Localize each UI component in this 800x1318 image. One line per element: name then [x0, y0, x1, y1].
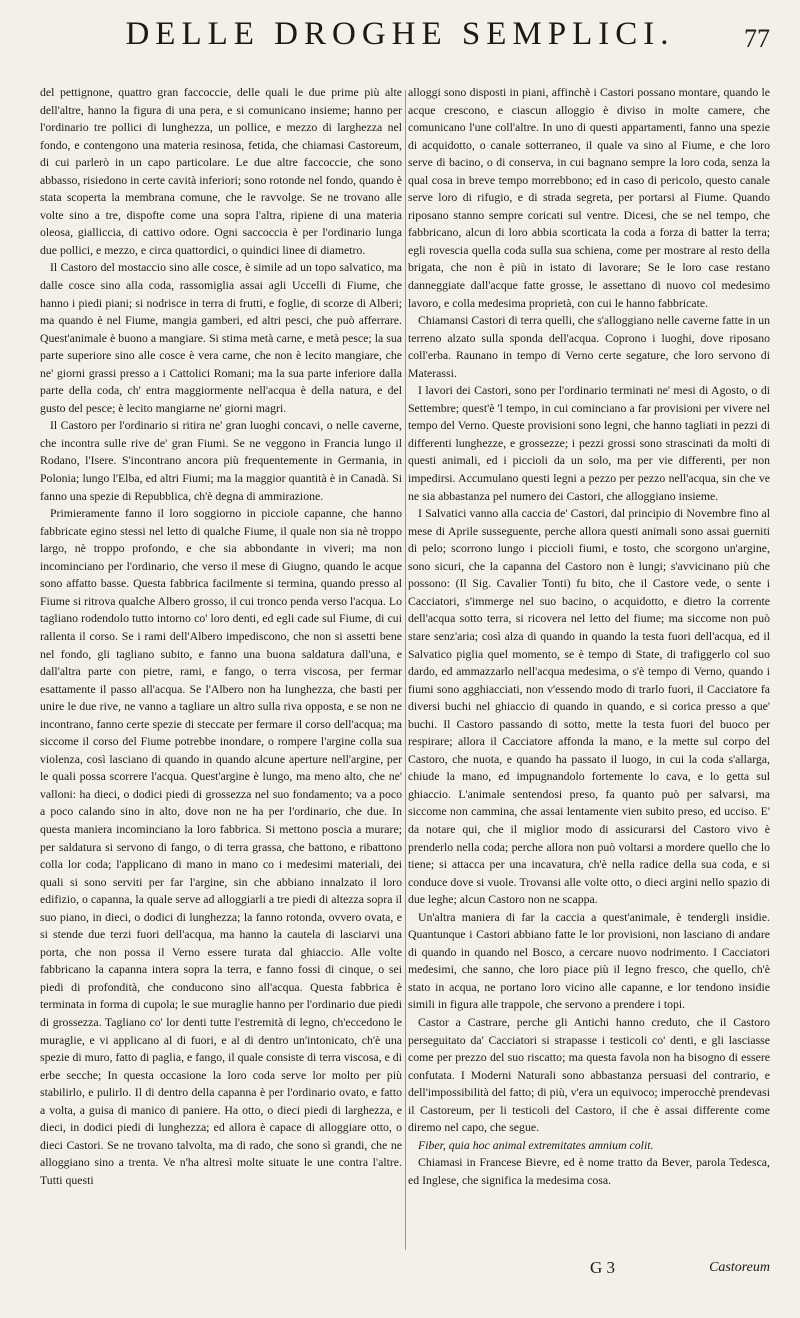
left-paragraph-1: del pettignone, quattro gran faccoccie, delle quali le due prime più alte dell'altre, hanno la figura di una pera, e si comunicano insieme; hanno per l'ordinario tre pollici di lunghezza, un pollice, e mezzo di larghezza nel fondo, e contengono una materia resinosa, fetida, che chiamasi Castoreum, di cui parlerò in un capo particolare. Le due altre faccoccie, che sono abbasso, risiedono in certe cavità inferiori; sono rotonde nel fondo, quando è stata scoperta la membrana comune, che le ravvolge. Se ne trovano alle volte sino a tre, dispofte come una sopra l'altra, ripiene di una materia oleosa, gialliccia, di cattivo odore. Ogni saccoccia è per l'ordinario lunga due pollici, e mezzo, e circa quattordici, o quindici linee di diametro.	[40, 85, 402, 257]
signature-mark: G 3	[590, 1258, 616, 1277]
column-divider	[405, 90, 406, 1250]
left-paragraph-2: Il Castoro del mostaccio sino alle cosce, è simile ad un topo salvatico, ma dalle cosce sino alla coda, rassomiglia assai agli Uccelli di Fiume, che hanno i piedi piani; si nodrisce in terra di frutti, e foglie, di scorze di Alberi; ma quando è nel Fiume, mangia gamberi, ed altri pesci, che può afferrare. Quest'animale è buono a mangiare. Si stima metà carne, e metà pesce; la sua parte superiore sino alle cosce è vera carne, che non è lecito mangiare, che ne' giorni grassi presso a i Cattolici Romani; ma la sua parte inferiore dalla parte della coda, ch' entra maggiormente nell'acqua è della natura, e del gusto del pesce; è lecito mangiarne ne' giorni magri.	[40, 260, 402, 415]
left-paragraph-4: Primieramente fanno il loro soggiorno in picciole capanne, che hanno fabbricate egino stessi nel letto di qualche Fiume, il quale non sia nè troppo largo, nè troppo profondo, e che sia abbondante in viveri; ma non incominciano per l'ordinario, che verso il mese di Giugno, quando le acque sono affatto basse. Questa fabbrica facilmente si termina, quando presso al Fiume si ritrova qualche Albero grosso, il cui tronco penda verso l'acqua. Lo tagliano rodendolo tutto intorno co' loro denti, ed egli cade sul Fiume, di cui rallenta il corso. Se i rami dell'Albero impediscono, che non si assetti bene nel fondo, gli tagliano subito, e fanno una buona saldatura dall'una, e dall'altra parte con pietre, rami, e fango, o terra viscosa, per fermar esattamente il passo all'acqua. Se l'Albero non ha lunghezza, che basti per unire le due rive, ne vanno a tagliare un altro sulla riva opposta, e se non ne incontrano, fanno certe spezie di steccate per fermare il corso dell'acqua; ma siccome il corso del Fiume potrebbe inondare, o rompere l'argine colla sua violenza, così lasciano di quando in quando alcune aperture nell'argine, per le quali possa scorrere l'acqua. Quest'argine è lungo, ma meno alto, che ne' valloni: ha dieci, o dodici piedi di grossezza nel suo fondamento; va a poco a poco calando sino in alto, dove non ne ha per l'ordinario, che due. In questa maniera incominciano la loro fabbrica. Si mettono poscia a murare; per saldatura si servono di fango, o di terra grassa, che battono, e ribattono colla lor coda; l'applicano di mano in mano co i medesimi materiali, dei quali si sono serviti per far l'argine, sin che abbiano innalzato il loro edifizio, o capanna, la quale serve ad alloggiarli a tre piedi di altezza sopra il suo piano, in dieci, o dodici di lunghezza; la fanno rotonda, ovvero ovata, e si stende due terzi fuori dell'acqua, ma hanno la cautela di lasciarvi una porta, che non possa il Verno essere turata dal ghiaccio. Alle volte fabbricano la capanna intera sopra la terra, e fanno fossi di cinque, o sei piedi di profondità, che conducono sino all'acqua. Questa fabbrica è terminata in forma di cupola; le sue muraglie hanno per l'ordinario due piedi di grossezza. Tagliano co' lor denti tutte l'estremità di legno, ch'eccedono le muraglie, e vi applicano al di fuori, e al di dentro un'intonicato, ch'è una spezie di muro, fatto di paglia, e fango, il quale consiste di terra viscosa, e di erbe secche; In questa occasione la loro coda serve lor molto per più stabilirlo, e pulirlo. Il di dentro della capanna è per l'ordinario ovato, e fatto a volta, a guisa di manico di paniere. Ha otto, o dieci piedi di larghezza, e dieci, in dodici piedi di lunghezza; ed allora è capace di alloggiare otto, o dieci Castori. Se ne trovano talvolta, ma di rado, che sono sì grandi, che ne alloggiano sino a trenta. Ve n'ha altresì molte situate le une contra l'altre. Tutti questi	[40, 506, 402, 1187]
right-column	[408, 84, 770, 1262]
page-number: 77	[744, 24, 770, 53]
right-paragraph-1: alloggi sono disposti in piani, affinchè i Castori possano montare, quando le acque crescono, e ciascun alloggio è diviso in molte camere, che comunicano l'une coll'altre. In uno di questi appartamenti, fanno una spezie di acquidotto, o canale sotterraneo, il quale va sino al Fiume, e che loro serve di bacino, o di conserva, in cui bagnano sempre la loro coda, senza la qual cosa in breve tempo morrebbono; ed in caso di pericolo, questo canale serve loro di rifugio, e di strada segreta, per portarsi al Fiume. Quando riposano stanno sempre coricati sul ventre. Dicesi, che se nel tempo, che fabbricano, alcun di loro abbia scorticata la coda a forza di batter la terra; egli rovescia quella coda sulla sua schiena, come per mostrare al resto della brigata, che non è più in istato di lavorare; Se le loro case restano danneggiate dall'acque fatte grosse, le assettano di nuovo col medesimo lavoro, e colla medesima proprietà, con cui le hanno fabbricate.	[408, 85, 770, 310]
running-head: DELLE DROGHE SEMPLICI.	[125, 16, 675, 52]
right-paragraph-4: I Salvatici vanno alla caccia de' Castori, dal principio di Novembre fino al mese di Aprile susseguente, perche allora questi animali sono assai guerniti di pelo; scorrono lungo i piccioli fiumi, e tosto, che scorgono un'argine, sono sicuri, che la capanna del Castoro non è lungi; s'avvicinano più che possono: (Il Sig. Cavalier Tonti) fu bito, che il Castore vede, o sente i Cacciatori, s'immerge nel suo bacino, o acquidotto, e dietro la corrente dell'acqua sotto terra, si ricovera nel letto del fiume; ma siccome non può stare senz'aria; così alza di quando in quando la testa fuori dell'acqua, ed il Salvatico piglia quel momento, se è tempo di State, di trafiggerlo col suo dardo, ed ammazzarlo nell'acqua medesima, o s'è tempo di Verno, quando i fiumi sono agghiacciati, non v'essendo modo di trarlo fuori, il Cacciatore fa diversi buchi nel ghiaccio di quando in quando, e si corica presso a que' buchi. Il Castoro passando di sotto, mette la testa fuori del buoco per respirare; allora il Cacciatore affonda la mano, e la mette sul corpo del Castoro, che nuota, e quando ha passato il luogo, in cui la coda s'allarga, chiude la mano, ed impugnandolo fortemente lo cava, e lo getta sul ghiaccio. L'animale sentendosi preso, fa quanto può per salvarsi, ma siccome non cammina, che assai lentamente vien subito preso, ed ucciso. E' da notare qui, che il miglior modo di assicurarsi del Castoro vivo è prenderlo nella coda; perche allora non può voltarsi a mordere quello che lo tiene; si attacca per una incavatura, ch'è nella radice della sua coda, e si conduce dove si vuole. Trovansi alle volte otto, o dieci argini nello spazio di due leghe; alcun Castoro non ne scappa.	[408, 506, 770, 907]
right-paragraph-5: Un'altra maniera di far la caccia a quest'animale, è tendergli insidie. Quantunque i Castori abbiano fatte le lor provisioni, non lasciano di andare di quando in quando nel Bosco, a cercare nuovo nodrimento. I Cacciatori medesimi, che sanno, che loro piace più il legno fresco, che quello, ch'è stato in acqua, ne portano loro vicino alle capanne, e lor tendono insidie simili in figura alle trappole, che servono a prendere i topi.	[408, 909, 770, 1012]
page-footer	[40, 1258, 770, 1298]
left-column	[40, 84, 402, 1262]
right-paragraph-3: I lavori dei Castori, sono per l'ordinario terminati ne' mesi di Agosto, o di Settembre; quest'è 'l tempo, in cui cominciano a far provisioni per vivere nel tempo del Verno. Queste provisioni sono legni, che hanno tagliati in pezzi di differenti lunghezze, e grossezze; i pezzi grossi sono strascinati da molti di questi animali, ed i piccioli da un solo, ma per vie differenti, per non impedirsi. Accumulano questi legni a pezzo per pezzo nell'acqua, sin che ve ne sia abbastanza pel numero dei Castori, che alloggiano insieme.	[408, 383, 770, 503]
right-paragraph-2: Chiamansi Castori di terra quelli, che s'alloggiano nelle caverne fatte in un terreno alzato sulla sponda dell'acqua. Coprono i luoghi, dove riposano coll'erba. Raunano in tempo di Verno certe segature, che loro servono di Materassi.	[408, 313, 770, 380]
left-paragraph-3: Il Castoro per l'ordinario si ritira ne' gran luoghi concavi, o nelle caverne, che incontra sulle rive de' gran Fiumi. Se ne veggono in Francia lungo il Rodano, l'Isere. S'incontrano ancora più frequentemente in Germania, in Polonia; lungo l'Elba, ed altri Fiumi; ma la maggior quantità è in Canadà. Si fanno una spezie di Repubblica, ch'è degna di ammirazione.	[40, 418, 402, 503]
right-paragraph-6: Castor a Castrare, perche gli Antichi hanno creduto, che il Castoro perseguitato da' Cacciatori si strapasse i testicoli co' denti, e gli lasciasse come per prezzo del suo riscatto; ma questa favola non ha bisogno di essere confutata. I Moderni Naturali sono abbastanza persuasi del contrario, e dell'impossibilità del fatto; di più, v'era un equivoco; imperocchè prendevasi il Castoreum, per li testicoli del Castoro, il che è assai differente come diremo nel capo, che segue.	[408, 1014, 770, 1135]
right-paragraph-8: Chiamasi in Francese Bievre, ed è nome tratto da Bever, parola Tedesca, ed Inglese, che significa la medesima cosa.	[408, 1155, 770, 1187]
right-paragraph-7: Fiber, quia hoc animal extremitates amnium colit.	[418, 1137, 654, 1152]
catchword: Castoreum	[709, 1260, 770, 1275]
page-header	[0, 16, 800, 76]
